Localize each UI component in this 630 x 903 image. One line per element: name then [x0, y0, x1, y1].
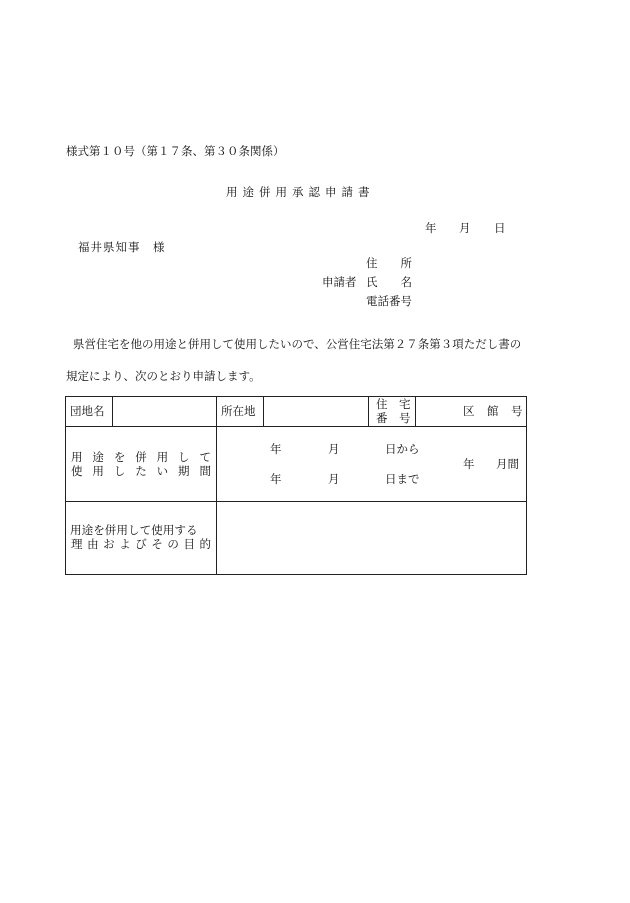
table-border-left: [65, 396, 66, 575]
period-label-line-2: [71, 466, 211, 478]
table-border-top: [65, 396, 527, 397]
jutaku-number-label-line-2: 番 号: [376, 411, 411, 425]
date-year-label: 年: [425, 221, 437, 235]
period-from-day-label: 日から: [385, 442, 420, 456]
reason-value[interactable]: [221, 506, 521, 570]
reason-label-line-1: 用途を併用して使用する: [70, 523, 198, 537]
applicant-role-label: 申請者: [322, 275, 357, 289]
period-to-month-label: 月: [328, 472, 340, 486]
duration-year-label: 年: [463, 457, 475, 471]
period-label-char: 途: [92, 450, 104, 464]
addressee: 福井県知事 様: [78, 240, 166, 254]
reason-label-char: 理: [71, 537, 83, 551]
reason-label-char: の: [167, 537, 179, 551]
period-label-line-1: [71, 452, 211, 464]
shozaichi-label: 所在地: [221, 404, 256, 418]
period-label-char: 用: [156, 450, 169, 464]
reason-label-char: そ: [151, 537, 163, 551]
form-number: 様式第１０号（第１７条、第３０条関係）: [66, 144, 285, 158]
reason-label-char: 目: [183, 537, 195, 551]
table-col-divider-jutaku-right: [415, 396, 416, 426]
period-label-char: た: [135, 464, 147, 478]
date-month-label: 月: [459, 221, 471, 235]
date-day-label: 日: [494, 221, 506, 235]
period-label-char: し: [113, 464, 126, 478]
kan-label: 館: [487, 404, 499, 418]
danchi-name-label: 団地名: [70, 404, 105, 418]
jutaku-number-label-line-1: 住 宅: [376, 397, 411, 411]
table-border-right: [526, 396, 527, 575]
applicant-address-label: 住 所: [366, 256, 412, 270]
table-col-divider-label: [216, 396, 217, 575]
shozaichi-value[interactable]: [268, 399, 364, 423]
reason-label-char: よ: [119, 537, 131, 551]
reason-label-char: び: [135, 537, 147, 551]
period-label-char: い: [156, 464, 169, 478]
table-col-divider-shozaichi: [263, 396, 264, 426]
period-label-char: 期: [178, 464, 190, 478]
period-label-char: 用: [92, 464, 104, 478]
period-label-char: を: [113, 450, 126, 464]
period-label-char: 用: [71, 450, 83, 464]
period-from-month-label: 月: [328, 442, 340, 456]
table-row-divider-2: [65, 501, 527, 502]
application-table: [65, 396, 527, 575]
table-col-divider-danchi: [112, 396, 113, 426]
period-to-year-label: 年: [270, 472, 282, 486]
period-to-day-label: 日まで: [385, 472, 420, 486]
table-col-divider-jutaku-left: [368, 396, 369, 426]
reason-label-line-2: [71, 539, 211, 551]
applicant-name-label: 氏 名: [366, 275, 412, 289]
table-border-bottom: [65, 574, 527, 575]
applicant-phone-label: 電話番号: [366, 294, 412, 308]
table-row-divider-1: [65, 426, 527, 427]
ku-label: 区: [463, 404, 475, 418]
duration-months-label: 月間: [496, 457, 519, 471]
document-title: 用途併用承認申請書: [226, 185, 375, 199]
period-label-char: 間: [199, 464, 211, 478]
period-label-char: 併: [135, 450, 147, 464]
period-label-char: 使: [71, 464, 83, 478]
period-label-char: て: [199, 450, 211, 464]
period-from-year-label: 年: [270, 442, 282, 456]
period-label-char: し: [178, 450, 190, 464]
body-text-line-2: 規定により、次のとおり申請します。: [66, 369, 261, 383]
reason-label-char: 由: [87, 537, 99, 551]
danchi-name-value[interactable]: [117, 399, 211, 423]
go-label: 号: [511, 404, 523, 418]
body-text-line-1: 県営住宅を他の用途と併用して使用したいので、公営住宅法第２７条第３項ただし書の: [73, 337, 522, 351]
reason-label-char: 的: [199, 537, 211, 551]
reason-label-char: お: [103, 537, 115, 551]
